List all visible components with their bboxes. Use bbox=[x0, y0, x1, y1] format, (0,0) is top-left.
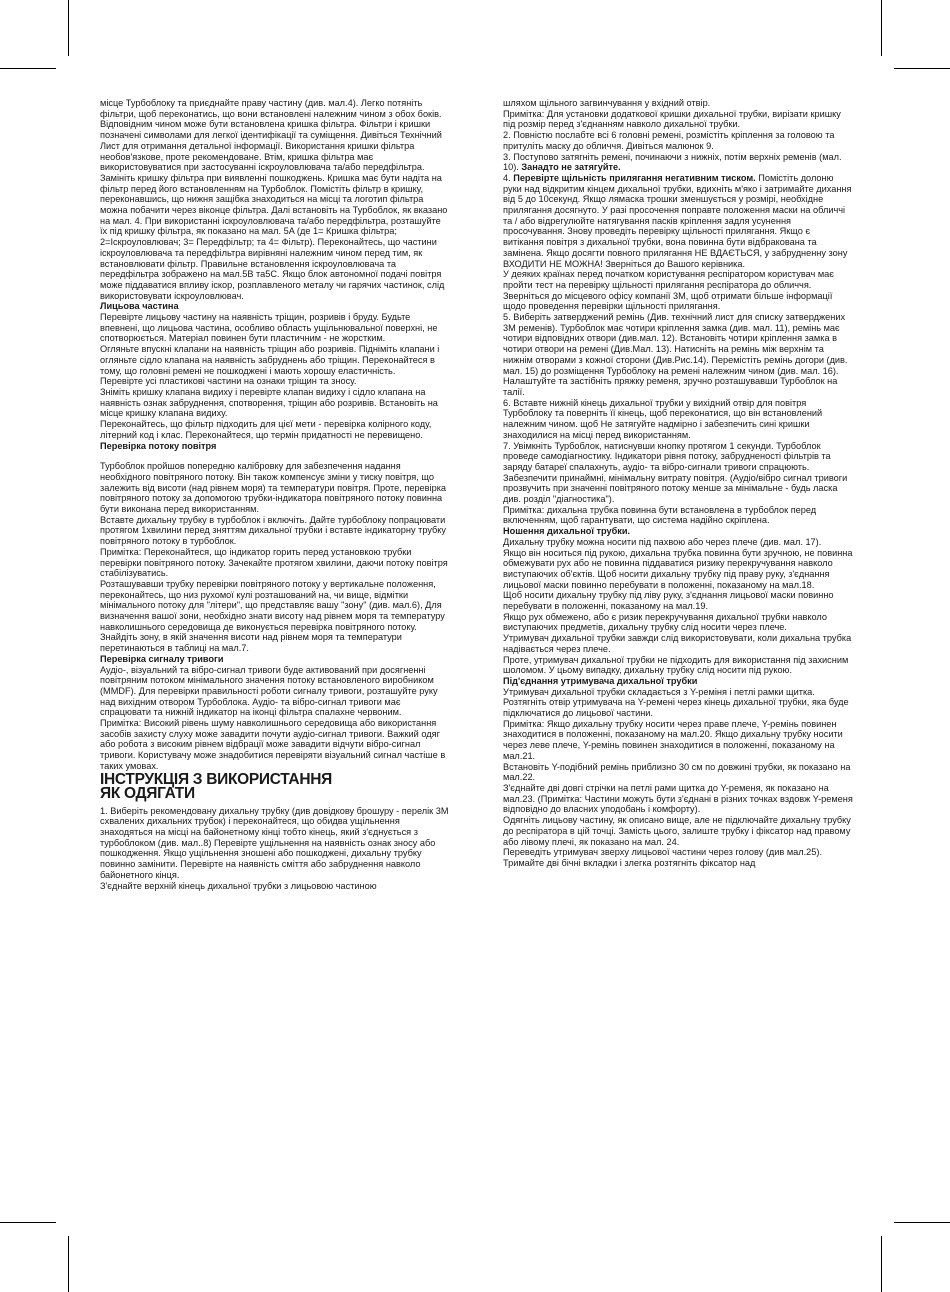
paragraph: Якщо рух обмежено, або є ризик перекручування дихальної трубки навколо виступаючих предметів, дихальну трубку слід носити через плече. bbox=[503, 611, 827, 633]
main-heading-line-2: ЯК ОДЯГАТИ bbox=[100, 785, 195, 803]
text-run: 3. Поступово затягніть ремені, починаючи з нижніх, потім верхніх ременів (мал. 10). bbox=[503, 151, 842, 173]
paragraph: З'єднайте дві довгі стрічки на петлі рами щитка до Y-ременя, як показано на мал.23. (Примітка: Частини можуть бути з'єднані в різних точках вздовж Y-ременя відповідно до власних уподобань і комфорту). bbox=[503, 783, 853, 815]
crop-mark bbox=[0, 1222, 56, 1223]
paragraph: Утримувач дихальної трубки складається з Y-реміня і петлі рамки щитка. bbox=[503, 686, 815, 697]
paragraph: шляхом щільного загвинчування у вхідний отвір. bbox=[503, 98, 711, 108]
right-column bbox=[503, 98, 853, 869]
paragraph: Утримувач дихальної трубки завжди слід використовувати, коли дихальна трубка надівається через плече. bbox=[503, 633, 852, 654]
crop-mark bbox=[894, 1222, 950, 1223]
main-heading-line-1: ІНСТРУКЦІЯ З ВИКОРИСТАННЯ bbox=[100, 770, 332, 788]
paragraph: Якщо він носиться під рукою, дихальна трубка повинна бути зручною, не повинна обмежувати рух або не повинна піддаватися ризику перекручування навколо виступаючих об'єктів. Щоб носити дихальну трубку під праву руку, з'єднання лицьової маски повинно перебувати в положенні, показаному на мал.18. bbox=[503, 547, 853, 590]
paragraph: 1. Виберіть рекомендовану дихальну трубку (див довідкову брошуру - перелік 3М схвалених дихальних трубок) і переконайтеся, що обидва ущільнення знаходяться на місці на байонетному кінці тобто кінець, який з'єднується з турбоблоком (див. мал..8) Перевірте ущільнення на наявність ознак зносу або пошкодження. Якщо ущільнення зношені або пошкоджені, дихальну трубку повинно замінити. Перевірте на наявність сміття або забруднення навколо байонетного кінця. bbox=[100, 805, 449, 880]
paragraph: Огляньте впускні клапани на наявність тріщин або розривів. Підніміть клапани і огляньте сідло клапана на наявність забруднень або тріщин. Переконайтеся в тому, що головні ремені не пошкоджені і мають хорошу еластичність. bbox=[100, 344, 440, 376]
crop-mark bbox=[68, 1236, 69, 1292]
section-heading-face-piece: Лицьова частина bbox=[100, 301, 179, 312]
paragraph: Примітка: Високий рівень шуму навколишнього середовища або використання засобів захисту слуху може завадити почути аудіо-сигнал тривоги. Важкий одяг або робота з високим рівнем відбрації може завадити відчути вібро-сигнал тривоги. Користувачу може знадобитися перевіряти візуальний сигнал частіше в таких умовах. bbox=[100, 718, 446, 771]
paragraph: Переконайтесь, що фільтр підходить для цієї мети - перевірка колірного коду, літерний код і клас. Переконайтеся, що термін придатності не перевищено. bbox=[100, 419, 432, 440]
paragraph: місце Турбоблоку та приєднайте праву частину (див. мал.4). Легко потяніть фільтри, щоб переконатись, що вони встановлені належним чином з обох боків. Відповідним чином може бути встановлена кришка фільтра. Фільтри і кришки позначені символами для легкої ідентифікації та суміщення. Дивіться Технічний Лист для отримання детальної інформації. Використання кришки фільтра необов'язкове, проте рекомендоване. Втім, кришка фільтра має використовуватися при застосуванні іскроуловлювача та/або передфільтра. Замініть кришку фільтра при виявленні пошкоджень. Кришка має бути надіта на фільтр перед його встановленням на Турбоблок. Помістіть фільтр в кришку, переконавшись, що нижня защібка знаходиться на місці та логотип фільтра можна побачити через віконце фільтра. Далі встановіть на Турбоблок, як вказано на мал. 4. При використанні іскроуловлювача та/або передфільтра, розташуйте їх під кришку фільтра, як показано на мал. 5A (де 1= Кришка фільтра; 2=Іскроуловлювач; 3= Передфільтр; та 4= Фільтр). Переконайтесь, що частини іскроуловлювача та передфільтра вирівняні належним чином перед тим, як встановлювати фільтр. Правильне встановлення іскроуловлювача та передфільтра зображено на мал.5B та5C. Якщо блок автономної подачі повітря може піддаватися впливу іскор, розплавленого металу чи гарячих частинок, слід використовувати іскроуловлювач. bbox=[100, 98, 448, 301]
paragraph: Примітка: дихальна трубка повинна бути встановлена в турбоблок перед включенням, щоб гарантувати, що система надійно скріплена. bbox=[503, 504, 817, 526]
paragraph bbox=[503, 152, 853, 173]
crop-mark bbox=[894, 68, 950, 69]
paragraph: Одягніть лицьову частину, як описано вище, але не підключайте дихальну трубку до респіратора в цій точці. Замість цього, залиште трубку і фіксатор над правому або лівому плечі, як показано на мал. 24. bbox=[503, 815, 851, 847]
paragraph: Дихальну трубку можна носити під пахвою або через плече (див. мал. 17). bbox=[503, 536, 822, 547]
paragraph: Аудіо-, візуальний та вібро-сигнал тривоги буде активований при досягненні повітряним потоком мінімального значення потоку встановленого виробником (MMDF). Для перевірки правильності роботи сигналу тривоги, розташуйте руку над вихідним отвором Турбоблока. Аудіо- та вібро-сигнал тривоги має спрацювати та нижній індикатор на іконці фільтра спалахне червоним. bbox=[100, 664, 438, 718]
paragraph bbox=[503, 173, 853, 269]
paragraph: З'єднайте верхній кінець дихальної трубки з лицьовою частиною bbox=[100, 880, 377, 891]
section-heading-tube-holder: Під'єднання утримувача дихальної трубки bbox=[503, 675, 698, 686]
text-run: Помістіть долоню руки над відкритим кінцем дихальної трубки, вдихніть м'яко і затримайте дихання від 5 до 10секунд. Якщо лямаска трошки зменшується у розмірі, необхідне прилягання досягнуто. У разі просочення поправте положення маски на обличчі та / або відрегулюйте натягування пасків кріплення задля усунення просочування. Знову проведіть перевірку щільності прилягання. Якщо є витікання повітря з дихальної трубки, вона повинна бути відбракована та замінена. Якщо досягти повного прилягання НЕ ВДАЄТЬСЯ, у забрудненну зону ВХОДИТИ НЕ МОЖНА! Зверніться до Вашого керівника. bbox=[503, 172, 852, 269]
paragraph: Зніміть кришку клапана видиху і перевірте клапан видиху і сідло клапана на наявність ознак забруднення, спотворення, тріщин або розривів. Встановіть на місце кришку клапана видиху. bbox=[100, 386, 438, 419]
paragraph: Примітка: Якщо дихальну трубку носити через праве плече, Y-ремінь повинен знаходитися в положенні, показаному на мал.20. Якщо дихальну трубку носити через леве плече, Y-ремінь повинен знаходитися в положенні, показаному на мал.21. bbox=[503, 718, 843, 761]
main-heading bbox=[100, 770, 450, 803]
paragraph: Зверніться до місцевого офісу компанії 3М, щоб отримати більше інформації щодо проведення перевірки щільності прилягання. bbox=[503, 290, 833, 312]
paragraph: Вставте дихальну трубку в турбоблок і включіть. Дайте турбоблоку попрацювати протягом 1хвилини перед зняттям дихальної трубки і вставте індикаторну трубку повітряного потоку в турбоблок. bbox=[100, 514, 447, 547]
bold-step-title: Перевірте щільність прилягання негативним тиском. bbox=[513, 172, 756, 183]
paragraph: 5. Виберіть затверджений ремінь (Див. технічний лист для списку затверджених 3М ременів). Турбоблок має чотири кріплення замка (див. мал. 11), ремінь має чотири відповідних отвори (див.мал. 12). Встановіть чотири кріплення замка в чотири отвори на ремені (Див.Мал. 13). Натисніть на ремінь між верхнім та нижнім отворами з кожної сторони (Див.Рис.14). Перемістіть ремінь догори (див. мал. 15) до розміщення Турбоблоку на ремені належним чином (див. мал. 16). Налаштуйте та застібніть пряжку ременя, зручно розташувавши Турбоблок на талії. bbox=[503, 312, 848, 397]
paragraph: Турбоблок пройшов попередню калібровку для забезпечення надання необхідного повітряного потоку. Він також компенсує зміни у тиску повітря, що залежить від висоти (над рівнем моря) та температури повітря. Проте, перевірка повітряного потоку за допомогою трубки-індикатора повітряного потоку повинна бути виконана перед використанням. bbox=[100, 461, 447, 515]
paragraph: Розтягніть отвір утримувача на Y-ремені через кінець дихальної трубки, яка буде підключатися до лицьової частини. bbox=[503, 697, 849, 719]
paragraph: Щоб носити дихальну трубку під ліву руку, з'єднання лицьової маски повинно перебувати в положенні, показаному на мал.19. bbox=[503, 590, 834, 612]
paragraph: У деяких країнах перед початком користування респіратором користувач має пройти тест на перевірку щільності прилягання респіратора до обличчя. bbox=[503, 269, 834, 290]
paragraph: Примітка: Переконайтеся, що індикатор горить перед установкою трубки перевірки повітряного потоку. Зачекайте протягом хвилини, даючи потоку повітря стабілізуватись. bbox=[100, 546, 448, 579]
section-heading-wearing-tube: Ношення дихальної трубки. bbox=[503, 526, 631, 537]
left-column bbox=[100, 98, 450, 891]
text-run: 4. bbox=[503, 172, 514, 183]
crop-mark bbox=[68, 0, 69, 56]
paragraph: Проте, утримувач дихальної трубки не підходить для використання під захисним шоломом. У цьому випадку, дихальну трубку слід носити під рукою. bbox=[503, 654, 849, 676]
paragraph: Перевірте лицьову частину на наявність тріщин, розривів і бруду. Будьте впевнені, що лицьова частина, особливо область ущільнювальної поверхні, не спотворюється. Матеріал повинен бути пластичним - не жорстким. bbox=[100, 312, 438, 344]
bold-warning: Занадто не затягуйте. bbox=[521, 162, 621, 173]
paragraph: Переведіть утримувач зверху лицьової частини через голову (див мал.25). Тримайте дві бічні вкладки і злегка розтягніть фіксатор над bbox=[503, 847, 823, 868]
crop-mark bbox=[0, 68, 56, 69]
crop-mark bbox=[881, 1236, 882, 1292]
paragraph: Перевірте усі пластикові частини на ознаки тріщин та зносу. bbox=[100, 376, 357, 387]
paragraph: 6. Вставте нижній кінець дихальної трубки у вихідний отвір для повітря Турбоблоку та поверніть її кінець, щоб переконатися, що він встановлений належним чином. щоб Не затягуйте надмірно і забезпечить сині кришки знаходилися на місці перед використанням. bbox=[503, 397, 823, 440]
section-heading-airflow-check: Перевірка потоку повітря bbox=[100, 440, 217, 451]
crop-mark bbox=[881, 0, 882, 56]
paragraph: 2. Повністю послабте всі 6 головні ремені, розмістіть кріплення за головою та притуліть маску до обличчя. Дивіться малюнок 9. bbox=[503, 130, 835, 151]
paragraph: Примітка: Для установки додаткової кришки дихальної трубки, вирізати кришку під розмір перед з'єднанням навколо дихальної трубки. bbox=[503, 108, 841, 130]
paragraph: Розташувавши трубку перевірки повітряного потоку у вертикальне положення, переконайтесь, що низ рухомої кулі розташований на, чи вище, відмітки мінімального потоку для "літери", що представляє вашу "зону" (див. мал.6), Для визначення вашої зони, необхідно знати висоту над рівнем моря та температуру навколишнього середовища де виконується перевірка повітряного потоку. Знайдіть зону, в якій значення висоти над рівнем моря та температури перетинаються в таблиці на мал.7. bbox=[100, 578, 445, 654]
paragraph: 7. Увімкніть Турбоблок, натиснувши кнопку протягом 1 секунди. Турбоблок проведе самодіагностику. Індикатори рівня потоку, забрудненості фільтрів та заряду батареї спалахнуть, аудіо- та вібро-сигнали тривоги спрацюють. Забезпечити принаймні, мінімальну витрату повітря. (Аудіо/вібро сигнал тривоги прозвучить при значенні повітряного потоку менше за мінімальне - будь ласка див. розділ "діагностика"). bbox=[503, 440, 848, 505]
paragraph: Встановіть Y-подібний ремінь приблизно 30 см по довжині трубки, як показано на мал.22. bbox=[503, 761, 851, 783]
section-heading-alarm-check: Перевірка сигналу тривоги bbox=[100, 653, 224, 664]
